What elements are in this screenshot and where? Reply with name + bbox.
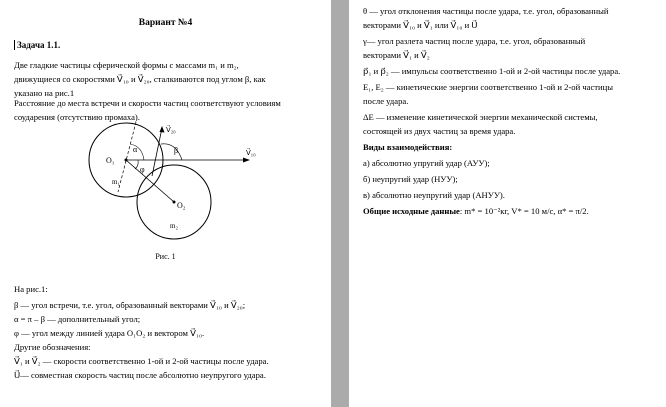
figure-intro: На рис.1: (14, 284, 48, 294)
collision-figure (14, 122, 317, 250)
label-beta: β (174, 146, 179, 155)
interaction-type-b: б) неупругий удар (НУУ); (363, 174, 458, 184)
other-notation-heading: Другие обозначения: (14, 342, 91, 352)
label-phi: φ (140, 165, 145, 174)
definition-delta-e-line-1: ΔE — изменение кинетической энергии механической системы, (363, 112, 598, 122)
definition-u: U⃗— совместная скорость частиц после абсолютно неупругого удара. (14, 370, 266, 380)
definition-theta-line-1: θ — угол отклонения частицы после удара, т.е. угол, образованный (363, 6, 609, 16)
figure-caption: Рис. 1 (155, 252, 176, 261)
definition-momentum: p⃗₁ и p⃗₂ — импульсы соответственно 1-ой и 2-ой частицы после удара. (363, 66, 621, 76)
interaction-types-heading: Виды взаимодействия: (363, 142, 453, 152)
impact-line (126, 160, 174, 202)
document-page-right (349, 0, 666, 407)
definition-alpha: α = π – β — дополнительный угол; (14, 314, 141, 324)
task-heading: Задача 1.1. (14, 40, 317, 50)
definition-energy-line-2: после удара. (363, 96, 409, 106)
problem-text-line-2: движущиеся со скоростями V⃗₁₀ и V⃗₂₀, сталкиваются под углом β, как (14, 74, 266, 84)
beta-arc (161, 144, 182, 160)
label-m1: m₁ (112, 178, 120, 186)
common-input-data (363, 206, 654, 216)
variant-title: Вариант №4 (138, 18, 193, 28)
center-o2-point (173, 201, 176, 204)
label-v20: V⃗₂₀ (166, 126, 176, 134)
velocity-v10-arrowhead (243, 158, 250, 163)
common-input-label: Общие исходные данные (363, 206, 460, 216)
problem-text-line-3: указано на рис.1 (14, 88, 75, 98)
definition-gamma-line-1: γ— угол разлета частиц после удара, т.е. угол, образованный (363, 36, 586, 46)
interaction-type-c: в) абсолютно неупругий удар (АНУУ). (363, 190, 505, 200)
label-alpha: α (133, 145, 138, 154)
definition-beta: β — угол встречи, т.е. угол, образованный векторами V⃗₁₀ и V⃗₂₀; (14, 300, 246, 310)
center-o1-point (125, 159, 128, 162)
definition-delta-e-line-2: состоящей из двух частиц за время удара. (363, 126, 516, 136)
label-m2: m₂ (170, 222, 178, 230)
common-input-value: : m* = 10⁻²кг, V* = 10 м/с, α* = π/2. (459, 206, 589, 216)
definition-energy-line-1: E₁, E₂ — кинетические энергии соответственно 1-ой и 2-ой частицы (363, 82, 613, 92)
definition-gamma-line-2: векторами V⃗₁ и V⃗₂ (363, 50, 430, 60)
problem-text-line-4: Расстояние до места встречи и скорости частиц соответствуют условиям (14, 98, 281, 108)
velocity-v20-arrowhead (160, 126, 165, 133)
problem-text-line-5: соударения (отсутствию промаха). (14, 112, 140, 122)
dashed-reference-line (118, 122, 136, 192)
definition-phi: φ — угол между линией удара O₁O₂ и вектором V⃗₁₀. (14, 328, 205, 338)
label-o1: O₁ (106, 156, 115, 165)
problem-text-line-1: Две гладкие частицы сферической формы с массами m₁ и m₂, (14, 60, 239, 70)
definition-v1-v2: V⃗₁ и V⃗₂ — скорости соответственно 1-ой и 2-ой частицы после удара. (14, 356, 269, 366)
document-page-left (0, 0, 331, 407)
definition-theta-line-2: векторами V⃗₁₀ и V⃗₁ или V⃗₁₀ и U⃗ (363, 20, 478, 30)
phi-arc (135, 160, 138, 169)
label-v10: V⃗₁₀ (246, 149, 256, 157)
label-o2: O₂ (177, 201, 186, 210)
interaction-type-a: а) абсолютно упругий удар (АУУ); (363, 158, 490, 168)
